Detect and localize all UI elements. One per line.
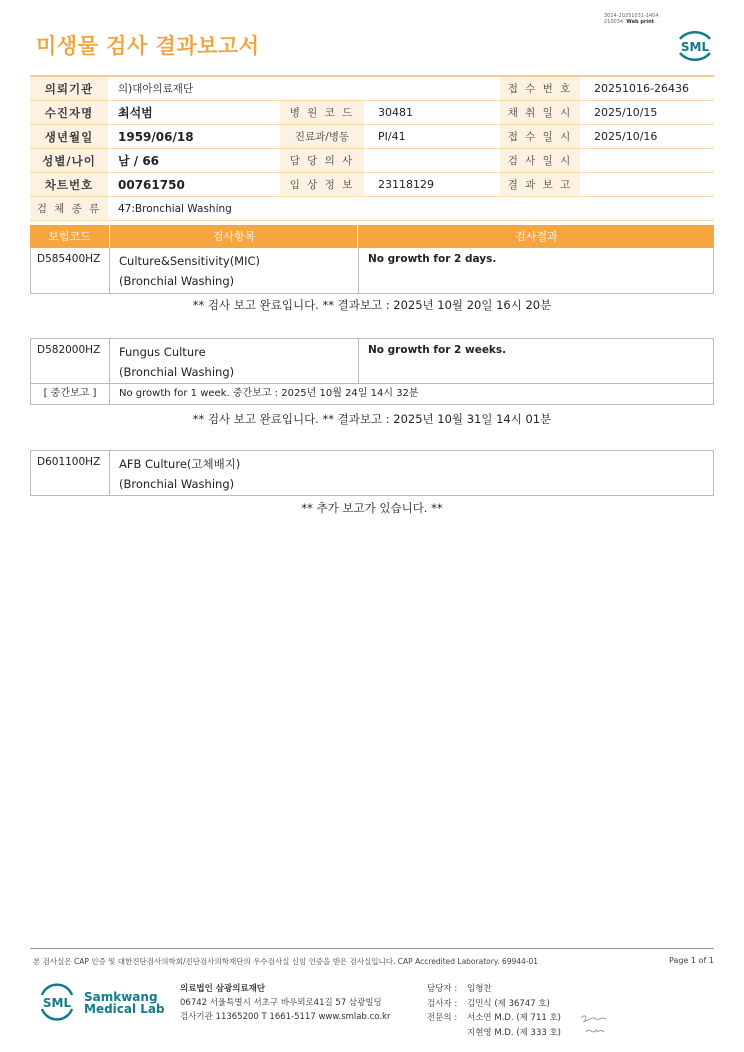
result-item-name: Fungus Culture <box>119 345 206 359</box>
result-value: No growth for 2 days. <box>358 248 496 293</box>
staff-name: 서소연 M.D. (제 711 호) <box>467 1013 562 1023</box>
doctor-value <box>364 149 500 173</box>
org-contact: 검사기관 11365200 T 1661-5117 www.smlab.co.kr <box>180 1012 391 1022</box>
org-address-block <box>180 982 390 1024</box>
collection-date-value: 2025/10/15 <box>580 101 714 125</box>
header-item: 검사항목 <box>109 225 358 248</box>
doctor-label: 담 당 의 사 <box>280 149 364 173</box>
svg-text:SML: SML <box>42 996 72 1010</box>
org-name: 의료법인 삼광의료재단 <box>180 984 266 994</box>
specimen-label: 검 체 종 류 <box>30 197 108 221</box>
test-date-label: 검 사 일 시 <box>500 149 580 173</box>
brand-line1: Samkwang <box>84 990 158 1004</box>
patient-name-label: 수진자명 <box>30 101 108 125</box>
receipt-date-label: 접 수 일 시 <box>500 125 580 149</box>
collection-date-label: 채 취 일 시 <box>500 101 580 125</box>
clinical-info-value: 23118129 <box>364 173 500 197</box>
sex-age-label: 성별/나이 <box>30 149 108 173</box>
accreditation-note: 본 검사실은 CAP 인증 및 대한진단검사의학회/진단검사의학재단의 우수검사실 신임 인증을 받은 검사실입니다. CAP Accredited Laboratory. 69944-01 <box>33 957 539 966</box>
result-code: D582000HZ <box>31 339 110 383</box>
interim-text: No growth for 1 week. 중간보고 : 2025년 10월 24일 14시 32분 <box>119 388 419 399</box>
interim-report-row <box>30 383 714 405</box>
completion-note: ** 검사 보고 완료입니다. ** 결과보고 : 2025년 10월 31일 14시 01분 <box>192 412 552 426</box>
print-tag: Web print <box>626 19 655 25</box>
result-report-value <box>580 173 714 197</box>
result-item-specimen: (Bronchial Washing) <box>119 274 235 288</box>
birth-label: 생년월일 <box>30 125 108 149</box>
print-id-line2: 210034 <box>604 19 624 25</box>
hospital-code-value: 30481 <box>364 101 500 125</box>
completion-note: ** 검사 보고 완료입니다. ** 결과보고 : 2025년 10월 20일 16시 20분 <box>192 298 552 312</box>
chart-no-label: 차트번호 <box>30 173 108 197</box>
print-id-line1: 3014-20251031-1404 <box>604 13 659 19</box>
staff-role: 전문의 : <box>427 1013 458 1023</box>
institution-value: 의)대아의료재단 <box>108 76 500 101</box>
chart-no-value: 00761750 <box>108 173 280 197</box>
print-stamp <box>604 13 659 25</box>
result-item <box>119 251 260 291</box>
result-item-specimen: (Bronchial Washing) <box>119 365 235 379</box>
result-value: No growth for 2 weeks. <box>358 339 506 383</box>
test-date-value <box>580 149 714 173</box>
signature-icon <box>578 1010 610 1040</box>
footer-divider <box>30 948 714 949</box>
sml-logo-icon <box>674 25 716 65</box>
patient-info-table <box>30 75 714 221</box>
header-code: 보험코드 <box>48 230 91 243</box>
clinical-info-label: 임 상 정 보 <box>280 173 364 197</box>
sex-age-value: 남 / 66 <box>108 149 280 173</box>
result-report-label: 결 과 보 고 <box>500 173 580 197</box>
interim-label: [ 중간보고 ] <box>31 384 110 404</box>
sml-logo-icon <box>37 980 77 1022</box>
report-title: 미생물 검사 결과보고서 <box>36 34 260 58</box>
staff-role: 검사자 : <box>427 998 458 1009</box>
staff-name: 임형찬 <box>467 984 492 994</box>
header-result: 검사결과 <box>357 225 715 248</box>
institution-label: 의뢰기관 <box>30 76 108 101</box>
dept-label: 진료과/병동 <box>280 125 364 149</box>
page-number: Page 1 of 1 <box>669 956 714 965</box>
results-header <box>30 225 714 248</box>
result-item <box>119 454 240 494</box>
svg-text:SML: SML <box>680 40 710 54</box>
brand-name <box>84 991 165 1015</box>
accession-value: 20251016-26436 <box>580 76 714 101</box>
result-item-name: Culture&Sensitivity(MIC) <box>119 254 261 268</box>
result-item-specimen: (Bronchial Washing) <box>119 477 235 491</box>
birth-value: 1959/06/18 <box>108 125 280 149</box>
staff-name: 김민식 (제 36747 호) <box>467 998 550 1009</box>
staff-block <box>427 982 561 1040</box>
result-code: D585400HZ <box>31 248 110 293</box>
specimen-value: 47:Bronchial Washing <box>108 197 714 221</box>
staff-name: 지현영 M.D. (제 333 호) <box>467 1027 562 1038</box>
staff-role: 담당자 : <box>427 984 458 994</box>
result-row <box>30 248 714 294</box>
result-row <box>30 450 714 496</box>
patient-name-value: 최석범 <box>108 101 280 125</box>
result-code: D601100HZ <box>31 451 110 495</box>
result-item-name: AFB Culture(고체배지) <box>119 457 241 471</box>
result-row <box>30 338 714 384</box>
additional-report-note: ** 추가 보고가 있습니다. ** <box>301 501 443 515</box>
accession-label: 접 수 번 호 <box>500 76 580 101</box>
receipt-date-value: 2025/10/16 <box>580 125 714 149</box>
brand-line2: Medical Lab <box>84 1002 165 1016</box>
org-address: 06742 서울특별시 서초구 바우뫼로41길 57 삼광빌딩 <box>180 998 382 1008</box>
hospital-code-label: 병 원 코 드 <box>280 101 364 125</box>
dept-value: PI/41 <box>364 125 500 149</box>
result-item <box>119 342 234 382</box>
